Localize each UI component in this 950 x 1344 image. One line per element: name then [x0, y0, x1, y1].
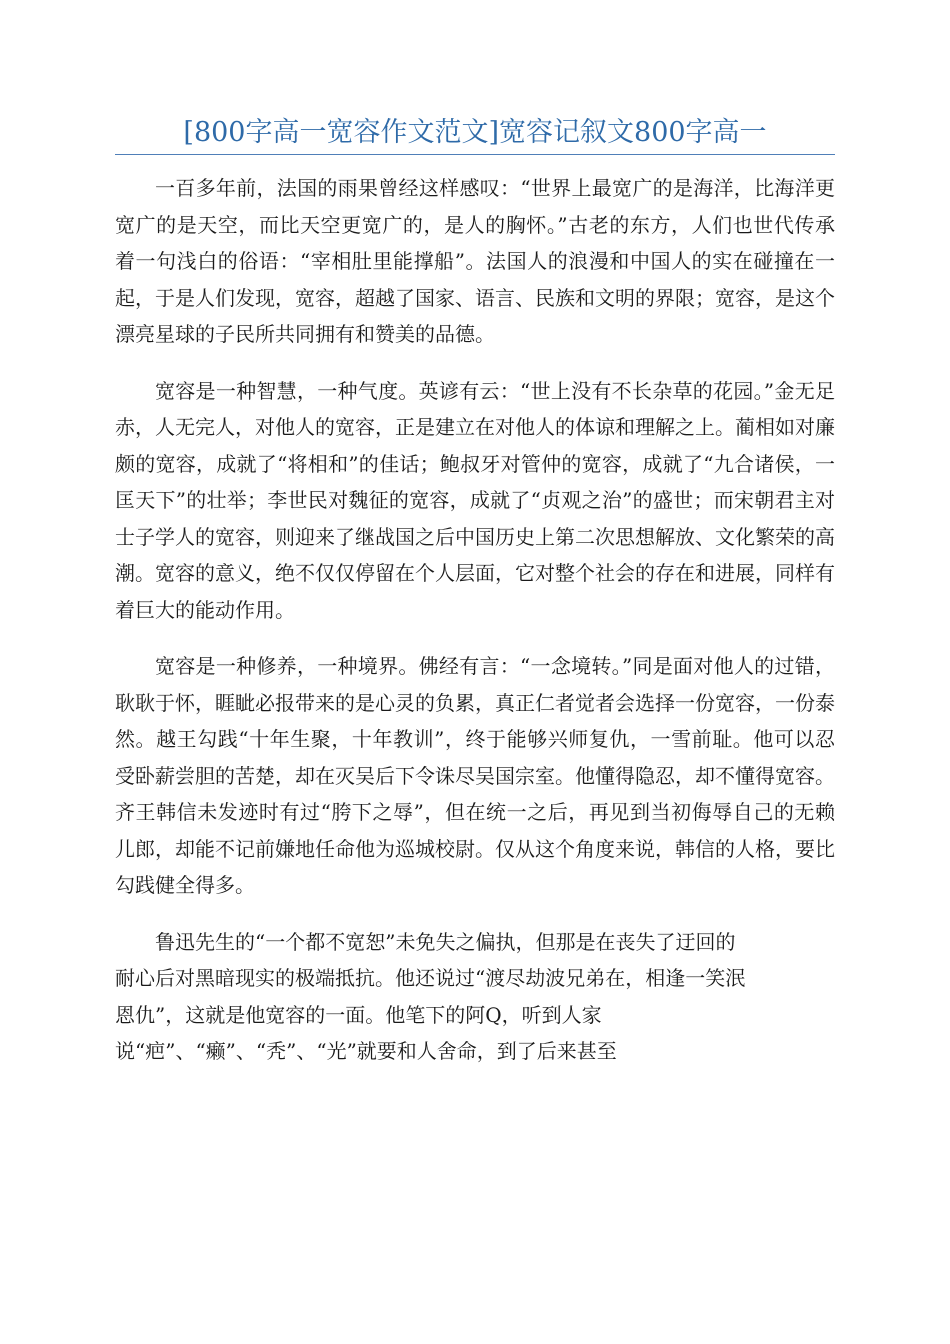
- paragraph-4-line-3: 恩仇”，这就是他宽容的一面。他笔下的阿Q，听到人家: [115, 1002, 602, 1027]
- paragraph-4-line-4: 说“疤”、“癞”、“秃”、“光”就要和人舍命，到了后来甚至: [115, 1039, 617, 1063]
- paragraph-1: 一百多年前，法国的雨果曾经这样感叹：“世界上最宽广的是海洋，比海洋更宽广的是天空，而比天空更宽广的，是人的胸怀。”古老的东方，人们也世代传承着一句浅白的俗语：“宰相肚里能撑船”。法国人的浪漫和中国人的实在碰撞在一起，于是人们发现，宽容，超越了国家、语言、民族和文明的界限；宽容，是这个漂亮星球的子民所共同拥有和赞美的品德。: [115, 176, 835, 346]
- paragraph-2: 宽容是一种智慧，一种气度。英谚有云：“世上没有不长杂草的花园。”金无足赤，人无完人，对他人的宽容，正是建立在对他人的体谅和理解之上。蔺相如对廉颇的宽容，成就了“将相和”的佳话；鲍叔牙对管仲的宽容，成就了“九合诸侯，一匡天下”的壮举；李世民对魏征的宽容，成就了“贞观之治”的盛世；而宋朝君主对士子学人的宽容，则迎来了继战国之后中国历史上第二次思想解放、文化繁荣的高潮。宽容的意义，绝不仅仅停留在个人层面，它对整个社会的存在和进展，同样有着巨大的能动作用。: [115, 378, 835, 622]
- title-underline: [115, 154, 835, 155]
- document-body: [115, 170, 835, 1070]
- paragraph-4-line-2: 耐心后对黑暗现实的极端抵抗。他还说过“渡尽劫波兄弟在，相逢一笑泯: [115, 966, 746, 990]
- paragraph-3: 宽容是一种修养，一种境界。佛经有言：“一念境转。”同是面对他人的过错，耿耿于怀，睚眦必报带来的是心灵的负累，真正仁者觉者会选择一份宽容，一份泰然。越王勾践“十年生聚，十年教训”，终于能够兴师复仇，一雪前耻。他可以忍受卧薪尝胆的苦楚，却在灭吴后下令诛尽吴国宗室。他懂得隐忍，却不懂得宽容。齐王韩信未发迹时有过“胯下之辱”，但在统一之后，再见到当初侮辱自己的无赖儿郎，却能不记前嫌地任命他为巡城校尉。仅从这个角度来说，韩信的人格，要比勾践健全得多。: [115, 654, 835, 897]
- paragraph-4-line-1: 鲁迅先生的“一个都不宽恕”未免失之偏执，但那是在丧失了迂回的: [155, 929, 736, 954]
- document-title: [800字高一宽容作文范文]宽容记叙文800字高一: [183, 117, 767, 148]
- paragraph-4: [115, 924, 835, 1070]
